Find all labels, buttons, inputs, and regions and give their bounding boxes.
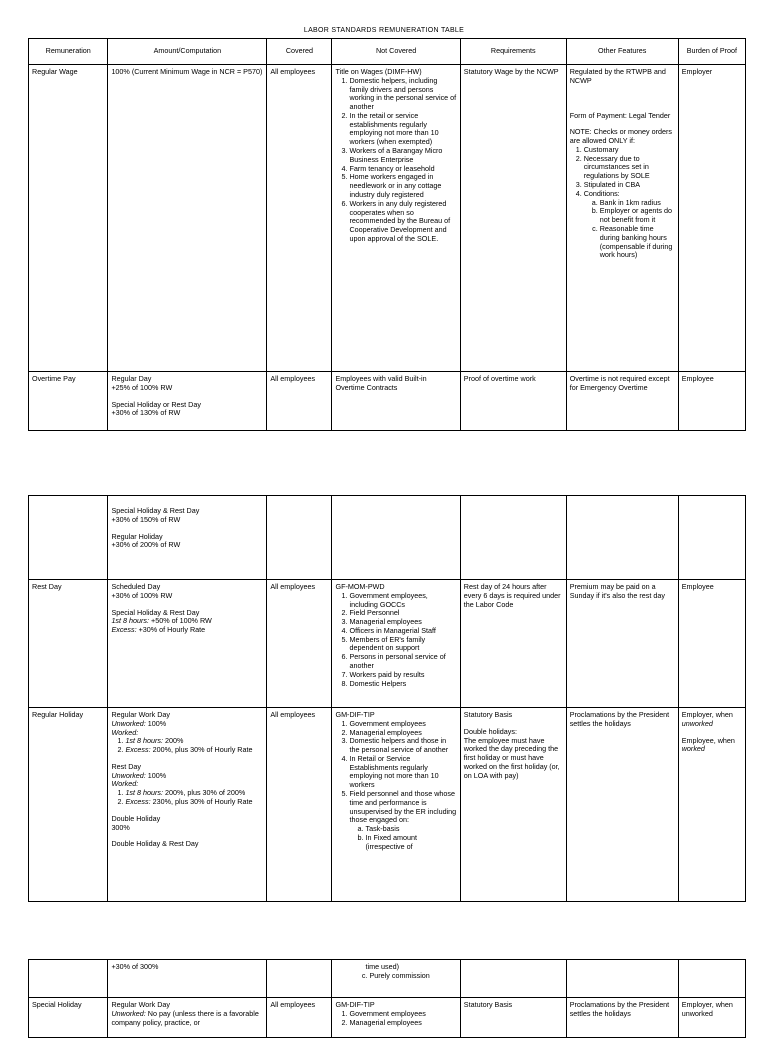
burden-text: Employer, when xyxy=(681,1000,733,1009)
cell-requirements: Statutory Basis xyxy=(460,998,566,1038)
amount-line: Double Holiday xyxy=(111,813,161,823)
cell-remuneration: Overtime Pay xyxy=(29,372,108,431)
list-item: 5. Home workers engaged in needlework or in any cottage industry duly registered xyxy=(349,173,456,199)
cell-burden: Employer xyxy=(678,65,745,372)
amount-line: +30% of 100% RW xyxy=(111,590,173,600)
cell-amount xyxy=(108,372,267,431)
header-requirements: Requirements xyxy=(460,39,566,65)
amount-line: Special Holiday & Rest Day xyxy=(111,607,200,617)
list-item: 4. In Retail or Service Establishments regularly employing not more than 10 workers xyxy=(349,755,456,790)
burden-text: Employee, when xyxy=(681,735,735,745)
list-item xyxy=(125,746,263,755)
cell-burden xyxy=(678,998,745,1038)
cell-requirements xyxy=(460,960,566,998)
not-covered-title: GM-DIF-TIP xyxy=(335,710,375,719)
row-overtime-pay-continued xyxy=(29,496,746,580)
not-covered-list xyxy=(335,1010,456,1028)
amount-value: 200%, plus 30% of Hourly Rate xyxy=(150,745,253,755)
amount-value: +50% of 100% RW xyxy=(149,616,212,626)
amount-value: 200%, plus 30% of 200% xyxy=(163,788,246,798)
amount-line xyxy=(111,626,263,635)
cell-covered: All employees xyxy=(267,372,332,431)
not-covered-list xyxy=(335,720,456,852)
list-item: 2. Field Personnel xyxy=(349,609,456,618)
amount-value: 100% xyxy=(145,718,167,728)
amount-value: No pay (unless there is a favorable company policy, practice, or xyxy=(111,1008,259,1027)
list-item: 2. Managerial employees xyxy=(349,1019,456,1028)
document-title: LABOR STANDARDS REMUNERATION TABLE xyxy=(303,27,465,34)
cell-amount xyxy=(108,998,267,1038)
not-covered-list xyxy=(335,77,456,244)
header-amount: Amount/Computation xyxy=(108,39,267,65)
amount-line: Regular Holiday xyxy=(111,531,163,541)
remuneration-table-part-1 xyxy=(28,38,746,431)
cell-not-covered xyxy=(332,496,460,580)
cell-remuneration: Regular Holiday xyxy=(29,708,108,902)
other-feature-text: NOTE: Checks or money orders are allowed ONLY if: xyxy=(569,127,672,146)
cell-other-features xyxy=(566,496,678,580)
list-item: 5. Members of ER's family dependent on support xyxy=(349,636,456,654)
cell-burden: Employee xyxy=(678,372,745,431)
amount-label: Worked: xyxy=(111,727,139,737)
burden-text: Employer, when xyxy=(681,710,733,719)
cell-other-features xyxy=(566,65,678,372)
row-special-holiday xyxy=(29,998,746,1038)
list-item: 2. Necessary due to circumstances set in regulations by SOLE xyxy=(584,155,675,181)
cell-remuneration: Rest Day xyxy=(29,580,108,708)
cell-other-features: Proclamations by the President settles the holidays xyxy=(566,708,678,902)
cell-burden xyxy=(678,960,745,998)
engaged-on-list xyxy=(335,972,456,981)
requirement-text: Double holidays: xyxy=(463,726,517,736)
amount-label: Unworked: xyxy=(111,718,146,728)
amount-label: Excess: xyxy=(111,625,137,635)
amount-line: Regular Work Day xyxy=(111,1000,171,1009)
list-item-label: Field personnel and those whose time and performance is unsupervised by the ER including those engaged on: xyxy=(349,789,457,825)
amount-label: 1st 8 hours: xyxy=(125,788,163,798)
amount-value: 100% xyxy=(145,770,167,780)
remuneration-table-part-2 xyxy=(28,495,746,902)
amount-line: Regular Day xyxy=(111,374,152,383)
list-item: a. Bank in 1km radius xyxy=(600,199,675,208)
amount-line: Regular Work Day xyxy=(111,710,171,719)
cell-requirements: Statutory Wage by the NCWP xyxy=(460,65,566,372)
header-burden: Burden of Proof xyxy=(678,39,745,65)
row-regular-holiday xyxy=(29,708,746,902)
amount-label: 1st 8 hours: xyxy=(125,736,163,746)
cell-other-features: Premium may be paid on a Sunday if it's also the rest day xyxy=(566,580,678,708)
list-item: 2. Managerial employees xyxy=(349,729,456,738)
cell-other-features: Proclamations by the President settles the holidays xyxy=(566,998,678,1038)
amount-label: Unworked: xyxy=(111,1008,146,1018)
cell-burden xyxy=(678,708,745,902)
engaged-on-list xyxy=(349,825,456,851)
requirement-text: Statutory Basis xyxy=(463,710,513,719)
cell-requirements: Rest day of 24 hours after every 6 days is required under the Labor Code xyxy=(460,580,566,708)
cell-amount xyxy=(108,580,267,708)
amount-label: Worked: xyxy=(111,779,139,789)
list-item xyxy=(584,190,675,260)
other-feature-text: Form of Payment: Legal Tender xyxy=(569,110,671,120)
burden-text: worked xyxy=(681,744,705,754)
worked-list xyxy=(111,737,263,755)
list-item: 4. Officers in Managerial Staff xyxy=(349,627,456,636)
header-covered: Covered xyxy=(267,39,332,65)
cell-not-covered xyxy=(332,960,460,998)
cell-amount xyxy=(108,708,267,902)
cell-requirements xyxy=(460,708,566,902)
list-item: 1. Government employees, including GOCCs xyxy=(349,592,456,610)
amount-line: +25% of 100% RW xyxy=(111,382,173,392)
row-rest-day xyxy=(29,580,746,708)
list-item: b. Employer or agents do not benefit from it xyxy=(600,207,675,225)
amount-label: Excess: xyxy=(125,797,151,807)
cell-amount xyxy=(108,496,267,580)
cell-not-covered xyxy=(332,708,460,902)
header-row xyxy=(29,39,746,65)
cell-covered: All employees xyxy=(267,708,332,902)
list-item xyxy=(349,790,456,851)
cell-covered: All employees xyxy=(267,580,332,708)
list-item: 4. Farm tenancy or leasehold xyxy=(349,165,456,174)
not-covered-list xyxy=(335,592,456,689)
amount-value: 200% xyxy=(163,736,184,746)
requirement-text: The employee must have worked the day preceding the first holiday or must have worked on the first holiday (or, on LOA with pay) xyxy=(463,735,560,780)
conditions-list xyxy=(584,199,675,260)
row-overtime-pay xyxy=(29,372,746,431)
amount-line xyxy=(111,1010,263,1028)
list-item: b. In Fixed amount (irrespective of xyxy=(365,834,456,852)
list-item: 1. Domestic helpers, including family drivers and persons working in the personal service of another xyxy=(349,77,456,112)
cell-requirements xyxy=(460,496,566,580)
other-feature-list xyxy=(570,146,675,260)
list-item: 3. Domestic helpers and those in the personal service of another xyxy=(349,737,456,755)
amount-label: Unworked: xyxy=(111,770,146,780)
cell-not-covered xyxy=(332,580,460,708)
list-item: 3. Managerial employees xyxy=(349,618,456,627)
amount-line: Special Holiday or Rest Day xyxy=(111,399,201,409)
cell-covered xyxy=(267,960,332,998)
list-item: 7. Workers paid by results xyxy=(349,671,456,680)
amount-line: Special Holiday & Rest Day xyxy=(111,506,200,515)
amount-line: 300% xyxy=(111,822,130,832)
list-item: 2. In the retail or service establishments regularly employing not more than 10 workers (when exempted) xyxy=(349,112,456,147)
list-item-label: Conditions: xyxy=(583,188,620,198)
cell-remuneration xyxy=(29,496,108,580)
header-not-covered: Not Covered xyxy=(332,39,460,65)
list-item: 3. Stipulated in CBA xyxy=(584,181,675,190)
amount-value: +30% of Hourly Rate xyxy=(136,625,206,635)
cell-remuneration: Special Holiday xyxy=(29,998,108,1038)
cell-not-covered xyxy=(332,998,460,1038)
amount-label: 1st 8 hours: xyxy=(111,616,149,626)
cell-requirements: Proof of overtime work xyxy=(460,372,566,431)
amount-line: +30% of 200% of RW xyxy=(111,540,181,550)
cell-other-features xyxy=(566,960,678,998)
cell-amount: 100% (Current Minimum Wage in NCR = P570) xyxy=(108,65,267,372)
header-remuneration: Remuneration xyxy=(29,39,108,65)
amount-value: 230%, plus 30% of Hourly Rate xyxy=(150,797,253,807)
list-item: 8. Domestic Helpers xyxy=(349,680,456,689)
cell-remuneration xyxy=(29,960,108,998)
other-feature-text: Regulated by the RTWPB and NCWP xyxy=(569,67,666,85)
list-item: 1. Government employees xyxy=(349,1010,456,1019)
amount-line: Rest Day xyxy=(111,761,141,771)
cell-burden xyxy=(678,496,745,580)
row-regular-holiday-continued xyxy=(29,960,746,998)
list-item xyxy=(125,798,263,807)
cell-covered: All employees xyxy=(267,998,332,1038)
not-covered-continued: time used) xyxy=(365,962,400,971)
amount-line: Scheduled Day xyxy=(111,582,161,591)
burden-text: unworked xyxy=(681,718,713,728)
cell-not-covered xyxy=(332,65,460,372)
amount-line: +30% of 130% of RW xyxy=(111,408,181,418)
not-covered-title: Title on Wages (DIMF-HW) xyxy=(335,67,422,76)
list-item: 3. Workers of a Barangay Micro Business Enterprise xyxy=(349,147,456,165)
list-item: 1. Government employees xyxy=(349,720,456,729)
header-other-features: Other Features xyxy=(566,39,678,65)
cell-burden: Employee xyxy=(678,580,745,708)
list-item: 6. Persons in personal service of another xyxy=(349,653,456,671)
cell-remuneration: Regular Wage xyxy=(29,65,108,372)
not-covered-title: GM-DIF-TIP xyxy=(335,1000,375,1009)
cell-amount: +30% of 300% xyxy=(108,960,267,998)
cell-covered: All employees xyxy=(267,65,332,372)
list-item: c. Reasonable time during banking hours (compensable if during work hours) xyxy=(600,225,675,260)
burden-text: unworked xyxy=(681,1008,713,1018)
amount-line: +30% of 150% of RW xyxy=(111,514,181,524)
list-item: c. Purely commission xyxy=(369,972,456,981)
cell-not-covered: Employees with valid Built-in Overtime Contracts xyxy=(332,372,460,431)
list-item: 6. Workers in any duly registered cooperates when so recommended by the Bureau of Cooperative Development and upon approval of the SOLE. xyxy=(349,200,456,244)
row-regular-wage xyxy=(29,65,746,372)
cell-other-features: Overtime is not required except for Emergency Overtime xyxy=(566,372,678,431)
amount-label: Excess: xyxy=(125,745,151,755)
list-item: a. Task-basis xyxy=(365,825,456,834)
remuneration-table-part-3 xyxy=(28,959,746,1038)
list-item: 1. Customary xyxy=(584,146,675,155)
worked-list xyxy=(111,789,263,807)
cell-covered xyxy=(267,496,332,580)
amount-line: Double Holiday & Rest Day xyxy=(111,839,199,849)
not-covered-title: GF-MOM-PWD xyxy=(335,582,385,591)
